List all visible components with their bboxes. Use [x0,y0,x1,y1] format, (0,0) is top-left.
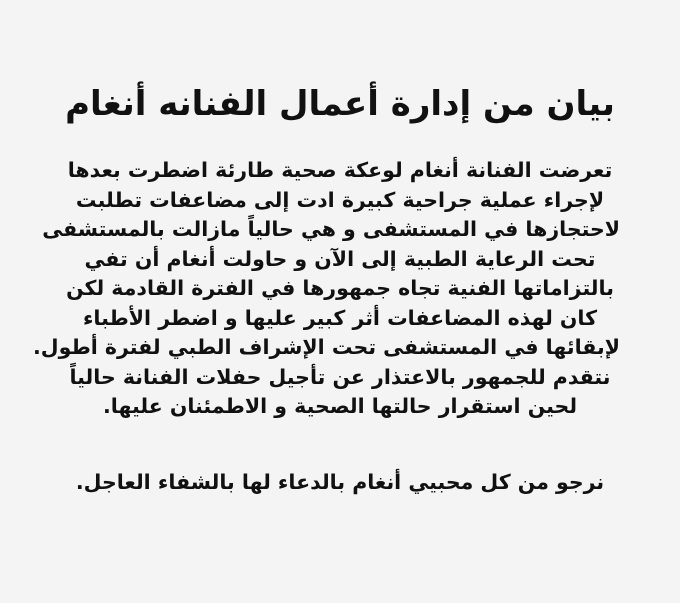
statement-closing: نرجو من كل محبيي أنغام بالدعاء لها بالشفاء العاجل. [75,470,605,494]
statement-body [33,156,620,422]
body-line: نتقدم للجمهور بالاعتذار عن تأجيل حفلات الفنانة حالياً [69,364,611,389]
body-line: لاحتجازها في المستشفى و هي حالياً مازالت بالمستشفى [42,217,620,241]
statement-title: بيان من إدارة أعمال الفنانه أنغام [65,84,615,124]
body-line: لإجراء عملية جراحية كبيرة ادت إلى مضاعفات تطلبت [75,187,605,212]
body-line: كان لهذه المضاعفات أثر كبير عليها و اضطر الأطباء [82,305,598,330]
body-line: لحين استقرار حالتها الصحية و الاطمئنان عليها. [102,394,578,418]
body-line: بالتزاماتها الفنية تجاه جمهورها في الفترة القادمة لكن [66,276,614,300]
body-line: تعرضت الفنانة أنغام لوعكة صحية طارئة اضطرت بعدها [67,158,613,182]
body-line: تحت الرعاية الطبية إلى الآن و حاولت أنغام أن تفي [84,246,596,271]
body-line: لإبقائها في المستشفى تحت الإشراف الطبي لفترة أطول. [33,335,620,359]
